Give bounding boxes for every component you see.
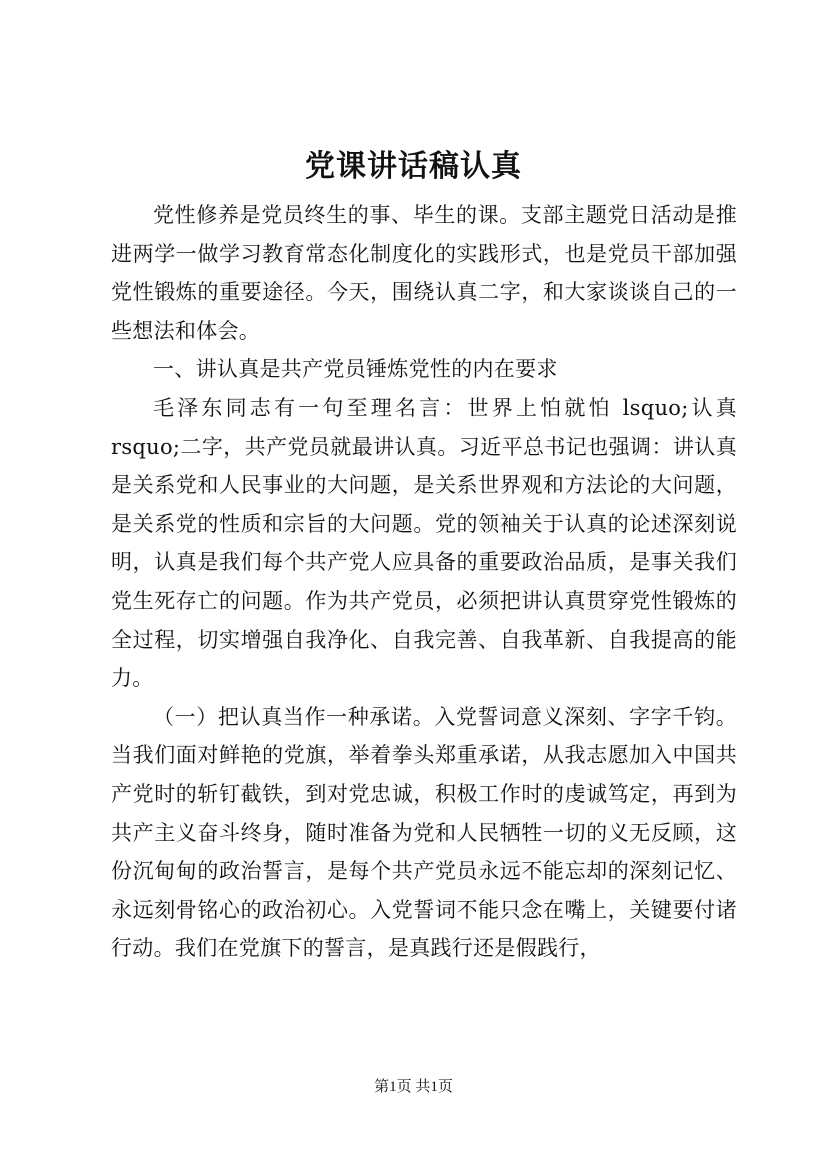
page-number-label: 第1页 共1页 — [374, 1079, 453, 1095]
document-title: 党课讲话稿认真 — [305, 149, 522, 184]
section-heading-1: 一、讲认真是共产党员锤炼党性的内在要求 — [153, 357, 558, 382]
paragraph-quote: 毛泽东同志有一句至理名言：世界上怕就怕 lsquo;认真rsquo;二字，共产党员就最讲认真。习近平总书记也强调：讲认真是关系党和人民事业的大问题，是关系世界观和方法论的大问题，是关系党的性质和宗旨的大问题。党的领袖关于认真的论述深刻说明，认真是我们每个共产党人应具备的重要政治品质，是事关我们党生死存亡的问题。作为共产党员，必须把讲认真贯穿党性锻炼的全过程，切实增强自我净化、自我完善、自我革新、自我提高的能力。 — [111, 395, 737, 691]
paragraph-intro: 党性修养是党员终生的事、毕生的课。支部主题党日活动是推进两学一做学习教育常态化制度化的实践形式，也是党员干部加强党性锻炼的重要途径。今天，围绕认真二字，和大家谈谈自己的一些想法和体会。 — [111, 203, 737, 343]
paragraph-subsection-1: （一）把认真当作一种承诺。入党誓词意义深刻、字字千钧。当我们面对鲜艳的党旗，举着拳头郑重承诺，从我志愿加入中国共产党时的斩钉截铁，到对党忠诚，积极工作时的虔诚笃定，再到为共产主义奋斗终身，随时准备为党和人民牺牲一切的义无反顾，这份沉甸甸的政治誓言，是每个共产党员永远不能忘却的深刻记忆、永远刻骨铭心的政治初心。入党誓词不能只念在嘴上，关键要付诸行动。我们在党旗下的誓言，是真践行还是假践行， — [111, 704, 737, 961]
page-footer — [0, 1076, 827, 1098]
document-body — [111, 196, 737, 968]
